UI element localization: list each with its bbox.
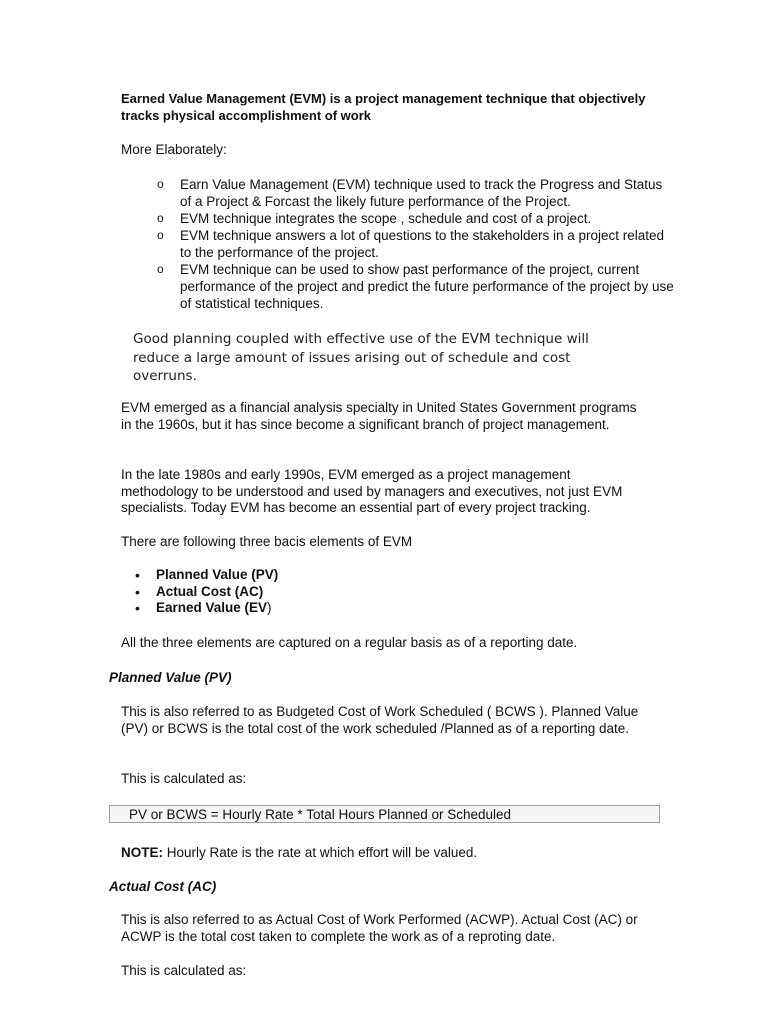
list-item: o EVM technique can be used to show past performance of the project, current performance of the project and predict the future performance of the project by use of statistical techniques. [157,262,674,311]
hollow-bullet-icon: o [157,177,164,191]
hollow-bullet-icon: o [157,262,164,276]
planned-value-formula-box: PV or BCWS = Hourly Rate * Total Hours Planned or Scheduled [109,805,660,823]
note-label: NOTE: [121,845,163,860]
actual-cost-description: This is also referred to as Actual Cost of Work Performed (ACWP). Actual Cost (AC) or ACWP is the total cost taken to complete the work as of a reproting date. [121,912,638,944]
history-paragraph-1: EVM emerged as a financial analysis specialty in United States Government programs in the 1960s, but it has since become a significant branch of project management. [121,400,637,432]
bullet-icon: • [135,567,140,583]
planned-value-heading: Planned Value (PV) [109,670,232,685]
planned-value-calc-intro: This is calculated as: [121,771,247,786]
lead-statement: Earned Value Management (EVM) is a project management technique that objectively tracks physical accomplishment of work [121,91,646,123]
history-paragraph-2: In the late 1980s and early 1990s, EVM emerged as a project management methodology to be understood and used by managers and executives, not just EVM specialists. Today EVM has become an essential part of every project tracking. [121,467,623,516]
elements-intro: There are following three bacis elements of EVM [121,534,413,549]
hollow-bullet-icon: o [157,228,164,242]
hollow-bullet-icon: o [157,211,164,225]
planning-callout: Good planning coupled with effective use of the EVM technique will reduce a large amount of issues arising out of schedule and cost overruns. [133,331,589,384]
note-text: Hourly Rate is the rate at which effort will be valued. [163,845,478,860]
evm-points-list [157,176,677,312]
actual-cost-heading: Actual Cost (AC) [109,879,217,894]
list-item: • Earned Value (EV) [135,600,272,617]
bullet-icon: • [135,600,140,617]
bullet-icon: • [135,583,140,600]
actual-cost-calc-intro: This is calculated as: [121,963,247,978]
list-item: • Planned Value (PV) [135,567,279,583]
planned-value-description: This is also referred to as Budgeted Cost of Work Scheduled ( BCWS ). Planned Value (PV) or BCWS is the total cost of the work scheduled /Planned as of a reporting date. [121,704,639,736]
list-item: o EVM technique answers a lot of questions to the stakeholders in a project related to the performance of the project. [157,228,665,260]
list-item: o EVM technique integrates the scope , schedule and cost of a project. [157,211,592,226]
list-item: o Earn Value Management (EVM) technique used to track the Progress and Status of a Project & Forcast the likely future performance of the Project. [157,177,663,209]
more-elaborately-label: More Elaborately: [121,142,227,157]
elements-summary: All the three elements are captured on a regular basis as of a reporting date. [121,635,578,650]
evm-elements-list [133,567,278,617]
list-item: • Actual Cost (AC) [135,583,264,600]
note-paragraph [121,845,641,862]
